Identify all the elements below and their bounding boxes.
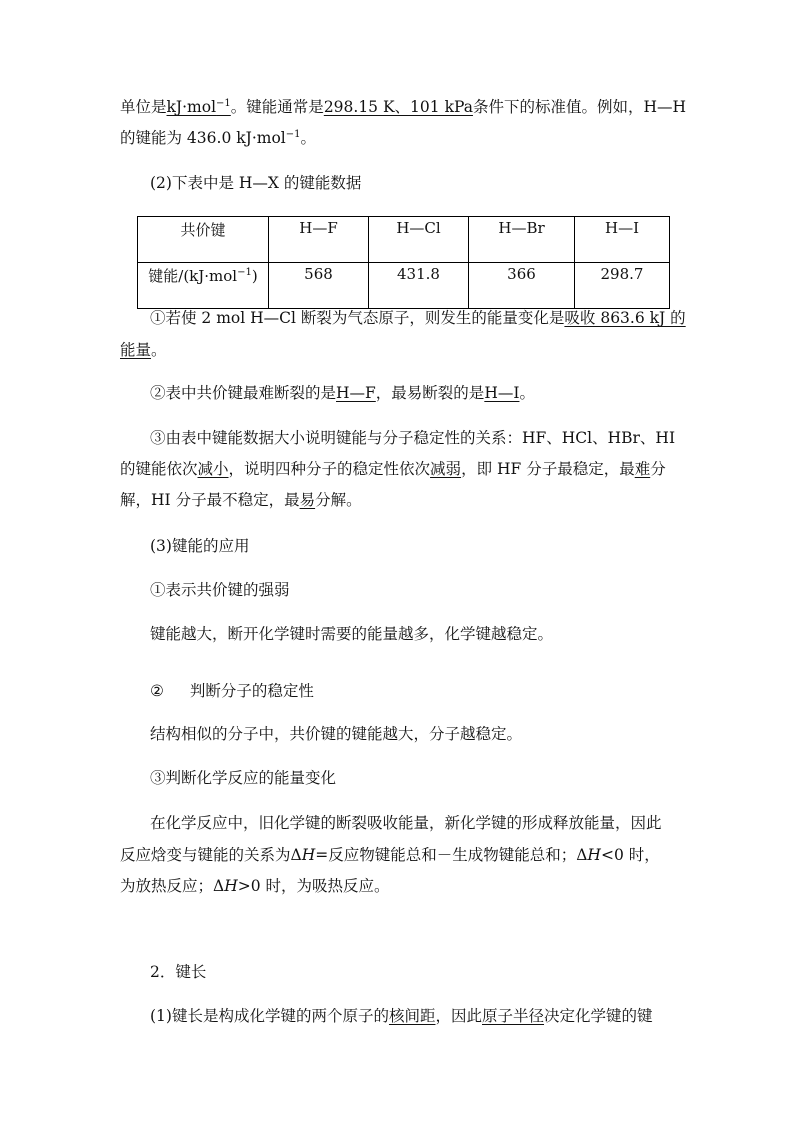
section-3-item-1: ①表示共价键的强弱 xyxy=(150,581,290,599)
paragraph-hh-bond-energy xyxy=(120,128,316,148)
text: 单位是 xyxy=(120,98,167,116)
row-label-sup: −1 xyxy=(237,267,252,278)
table-row xyxy=(138,263,670,309)
table-cell: 568 xyxy=(269,263,369,309)
answer-underlined: 能量 xyxy=(120,341,152,359)
table-row-label xyxy=(138,263,269,309)
condition-underlined: 298.15 K、101 kPa xyxy=(323,98,473,116)
text: ①若使 2 mol H—Cl 断裂为气态原子，则发生的能量变化是 xyxy=(150,309,565,327)
unit-sup: −1 xyxy=(216,98,231,109)
item-number: ② xyxy=(150,682,164,700)
section-3-item-1-text: 键能越大，断开化学键时需要的能量越多，化学键越稳定。 xyxy=(150,625,554,643)
bond-length-paragraph xyxy=(150,1006,653,1026)
text: 分 xyxy=(650,460,666,478)
section-3-item-3: ③判断化学反应的能量变化 xyxy=(150,769,337,787)
table-intro: (2)下表中是 H—X 的键能数据 xyxy=(150,174,362,192)
text: ，因此 xyxy=(435,1007,482,1025)
question-3-line-1: ③由表中键能数据大小说明键能与分子稳定性的关系：HF、HCl、HBr、HI xyxy=(150,429,676,447)
section-3-item-3-line-1: 在化学反应中，旧化学键的断裂吸收能量，新化学键的形成释放能量，因此 xyxy=(150,814,662,832)
text: 。 xyxy=(300,129,317,147)
question-1-line-1 xyxy=(150,308,686,328)
answer-underlined: 吸收 863.6 kJ 的 xyxy=(564,309,686,327)
enthalpy-symbol: H xyxy=(224,877,238,895)
text: <0 时， xyxy=(600,846,660,864)
answer-underlined: H—I xyxy=(484,384,520,402)
text: 决定化学键的键 xyxy=(544,1007,653,1025)
item-title: 判断分子的稳定性 xyxy=(189,682,314,700)
answer-underlined: 易 xyxy=(299,491,316,509)
answer-underlined: 原子半径 xyxy=(482,1007,545,1025)
bond-energy-table xyxy=(137,216,670,309)
text: >0 时，为吸热反应。 xyxy=(237,877,390,895)
table-cell: 431.8 xyxy=(369,263,469,309)
text: 。 xyxy=(519,384,535,402)
row-label-end: ) xyxy=(251,267,258,285)
text: 反应焓变与键能的关系为Δ xyxy=(120,846,302,864)
text: =反应物键能总和－生成物键能总和；Δ xyxy=(315,846,588,864)
unit-sup: −1 xyxy=(285,129,301,140)
question-2 xyxy=(150,383,535,403)
table-cell: 366 xyxy=(469,263,575,309)
answer-underlined: 减小 xyxy=(197,460,229,478)
text: 分解。 xyxy=(315,491,362,509)
text: 的键能为 436.0 kJ·mol xyxy=(120,129,286,147)
question-1-line-2 xyxy=(120,340,167,360)
table-header-row xyxy=(138,217,670,263)
section-3-item-3-line-3 xyxy=(120,876,390,896)
text: 条件下的标准值。例如，H—H xyxy=(472,98,686,116)
text: ，最易断裂的是 xyxy=(375,384,485,402)
text: 。 xyxy=(151,341,167,359)
answer-underlined: 减弱 xyxy=(430,460,462,478)
answer-underlined: 核间距 xyxy=(388,1007,436,1025)
section-3-item-2-text: 结构相似的分子中，共价键的键能越大，分子越稳定。 xyxy=(150,725,523,743)
text: 解，HI 分子最不稳定，最 xyxy=(120,491,300,509)
section-3-heading: (3)键能的应用 xyxy=(150,537,250,555)
answer-underlined: 难 xyxy=(634,460,651,478)
table-header-cell: H—I xyxy=(575,217,670,263)
table-header-cell: H—F xyxy=(269,217,369,263)
section-3-item-3-line-2 xyxy=(120,845,660,865)
table-header-cell: H—Cl xyxy=(369,217,469,263)
text: (1)键长是构成化学键的两个原子的 xyxy=(150,1007,389,1025)
question-3-line-2 xyxy=(120,459,666,479)
enthalpy-symbol: H xyxy=(587,846,601,864)
text: 为放热反应；Δ xyxy=(120,877,225,895)
text: 。键能通常是 xyxy=(230,98,324,116)
question-3-line-3 xyxy=(120,490,362,510)
answer-underlined: H—F xyxy=(336,384,376,402)
section-3-item-2 xyxy=(150,681,314,701)
enthalpy-symbol: H xyxy=(301,846,316,864)
table-header-cell: H—Br xyxy=(469,217,575,263)
unit-underlined xyxy=(167,98,231,116)
text: ，即 HF 分子最稳定，最 xyxy=(461,460,635,478)
table-cell: 298.7 xyxy=(575,263,670,309)
table-header-cell: 共价键 xyxy=(138,217,269,263)
text: ，说明四种分子的稳定性依次 xyxy=(228,460,431,478)
unit-text: kJ·mol xyxy=(166,98,217,116)
text: 的键能依次 xyxy=(120,460,198,478)
section-2-heading: 2．键长 xyxy=(150,963,207,981)
text: ②表中共价键最难断裂的是 xyxy=(150,384,337,402)
paragraph-unit-line xyxy=(120,97,686,117)
row-label-text: 键能/(kJ·mol xyxy=(148,267,238,285)
